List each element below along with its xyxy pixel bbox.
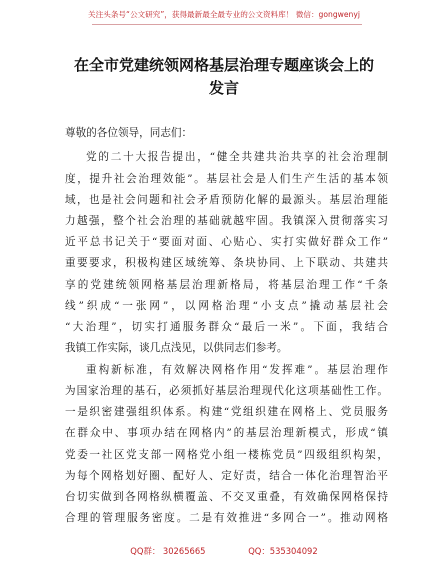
paragraph-line: 力越强，整个社会治理的基础就越牢固。我镇深入贯彻落实习 [65,215,388,227]
paragraph-line: “大治理”，切实打通服务群众“最后一米”。下面，我结合 [65,321,388,333]
title-line-1: 在全市党建统领网格基层治理专题座谈会上的 [73,56,374,74]
paragraph-line: 线”织成“一张网”，以网格治理“小支点”撬动基层社会 [65,300,388,312]
paragraph-line: 享的党建统领网格基层治理新格局，将基层治理工作“千条 [65,279,388,291]
paragraph-line: 重要要求，积极构建区域统筹、条块协同、上下联动、共建共 [65,257,388,269]
footer-qq-group: QQ群： 30265665 [130,546,206,556]
header-banner: 关注头条号“公文研究”，获得最新最全最专业的公文资料库！ 微信：gongwenyj [88,10,360,19]
paragraph-line: 为每个网格划好圈、配好人、定好责，结合一体化治理智治平 [65,470,388,482]
footer-qq: QQ：535304092 [248,546,318,556]
paragraph-line: 一是织密建强组织体系。构建“党组织建在网格上、党员服务 [65,406,388,418]
paragraph-line: 我镇工作实际，谈几点浅见，以供同志们参考。 [65,342,288,354]
paragraph-line: 域，也是社会问题和社会矛盾预防化解的最源头。基层治理能 [65,194,388,206]
paragraph-line: 党委一社区党支部一网格党小组一楼栋党员”四级组织构架， [65,449,388,461]
paragraph-line: 重构新标准，有效解决网格作用“发挥难”。基层治理作 [86,364,388,376]
paragraph-line: 合理的管理服务密度。二是有效推进“多网合一”。推动网格 [65,512,388,524]
paragraph-line: 党的二十大报告提出，“健全共建共治共享的社会治理制 [86,151,388,163]
paragraph-line: 台切实做到各网格纵横覆盖、不交叉重叠，有效确保网格保持 [65,491,388,503]
paragraph-line: 度，提升社会治理效能”。基层社会是人们生产生活的基本领 [65,173,388,185]
paragraph-line: 近平总书记关于“要面对面、心贴心、实打实做好群众工作” [65,236,388,248]
salutation: 尊敬的各位领导，同志们： [65,127,193,139]
paragraph-line: 为国家治理的基石，必须抓好基层治理现代化这项基础性工作。 [65,385,388,397]
paragraph-line: 在群众中、事项办结在网格内”的基层治理新模式，形成“镇 [65,427,388,439]
title-line-2: 发言 [208,79,239,97]
footer-contact [0,545,448,557]
